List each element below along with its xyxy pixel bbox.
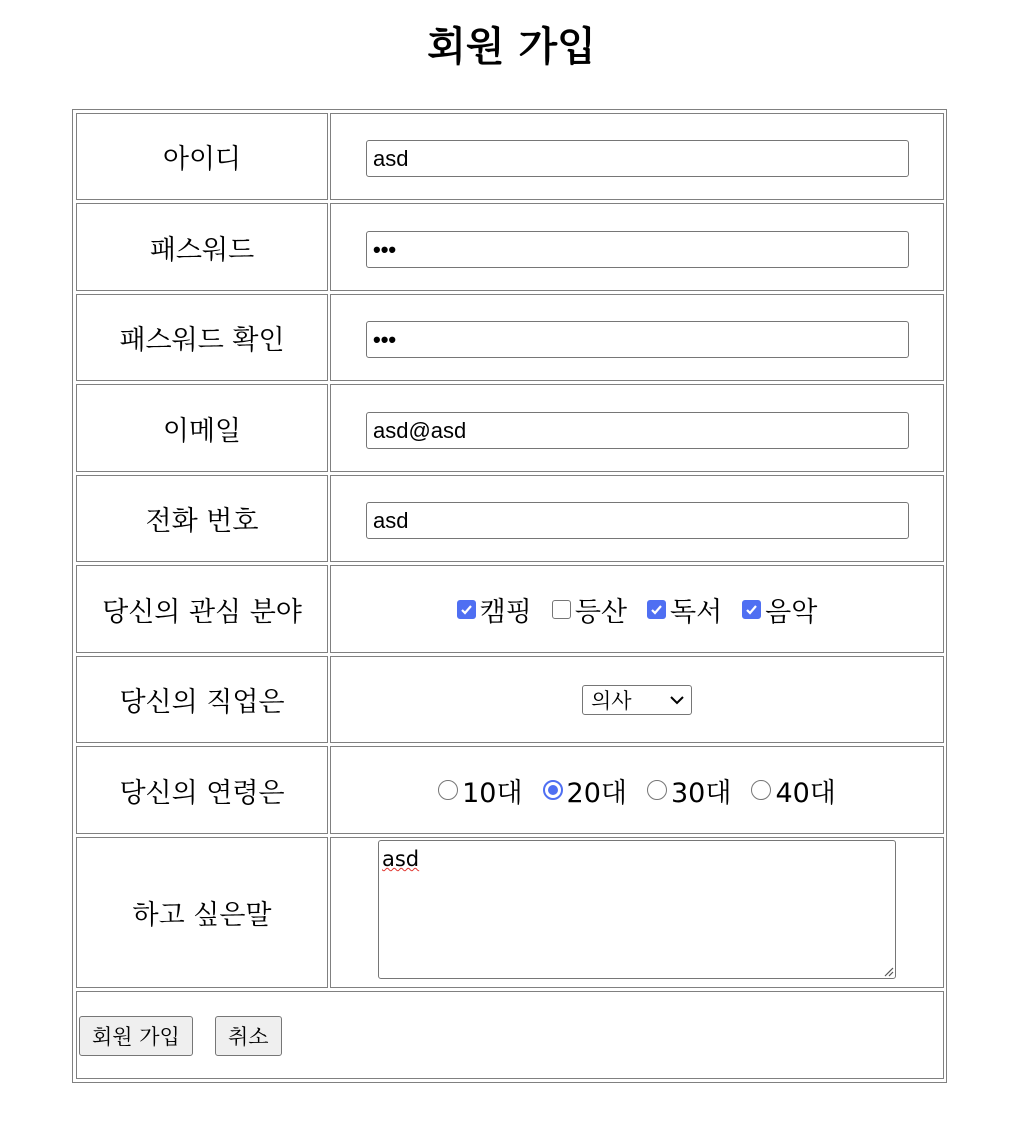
email-input[interactable]	[366, 412, 909, 449]
message-text: asd	[382, 847, 420, 871]
interest-option-reading[interactable]	[647, 590, 722, 629]
password-label: 패스워드	[76, 203, 328, 291]
submit-button[interactable]: 회원 가입	[79, 1016, 193, 1056]
password-cell	[330, 203, 944, 291]
age-label-20s: 20대	[566, 777, 627, 809]
age-radio-10s[interactable]	[438, 780, 458, 800]
id-input[interactable]	[366, 140, 909, 177]
age-radio-30s[interactable]	[647, 780, 667, 800]
job-label: 당신의 직업은	[76, 656, 328, 743]
email-cell	[330, 384, 944, 472]
phone-cell	[330, 475, 944, 562]
age-label-10s: 10대	[462, 777, 523, 809]
interest-label-music: 음악	[765, 596, 818, 628]
age-option-40s[interactable]	[751, 771, 835, 810]
cancel-button[interactable]: 취소	[215, 1016, 282, 1056]
age-label-30s: 30대	[671, 777, 732, 809]
phone-label: 전화 번호	[76, 475, 328, 562]
interest-checkbox-camping[interactable]	[457, 600, 476, 619]
job-select[interactable]	[582, 685, 692, 715]
id-cell	[330, 113, 944, 200]
check-icon	[650, 603, 663, 616]
interest-option-hiking[interactable]	[552, 590, 627, 629]
age-radio-40s[interactable]	[751, 780, 771, 800]
id-label: 아이디	[76, 113, 328, 200]
interest-label-reading: 독서	[670, 596, 723, 628]
check-icon	[745, 603, 758, 616]
age-option-30s[interactable]	[647, 771, 731, 810]
interest-checkbox-music[interactable]	[742, 600, 761, 619]
interests-cell	[330, 565, 944, 653]
password-input[interactable]	[366, 231, 909, 268]
age-cell	[330, 746, 944, 834]
password-confirm-cell	[330, 294, 944, 381]
message-textarea[interactable]	[378, 840, 896, 979]
age-radio-20s[interactable]	[543, 780, 563, 800]
job-selected-value: 의사	[591, 688, 632, 713]
password-confirm-label: 패스워드 확인	[76, 294, 328, 381]
job-cell	[330, 656, 944, 743]
age-label-40s: 40대	[775, 777, 836, 809]
interest-label-hiking: 등산	[574, 596, 627, 628]
age-option-10s[interactable]	[438, 771, 522, 810]
email-label: 이메일	[76, 384, 328, 472]
interest-checkbox-hiking[interactable]	[552, 600, 571, 619]
message-cell	[330, 837, 944, 988]
chevron-down-icon	[669, 695, 685, 705]
interests-label: 당신의 관심 분야	[76, 565, 328, 653]
age-label: 당신의 연령은	[76, 746, 328, 834]
interest-option-camping[interactable]	[457, 590, 532, 629]
check-icon	[460, 603, 473, 616]
age-option-20s[interactable]	[543, 771, 627, 810]
interest-option-music[interactable]	[742, 590, 817, 629]
resize-grip-icon[interactable]	[882, 965, 894, 977]
page-title: 회원 가입	[427, 24, 596, 70]
interest-checkbox-reading[interactable]	[647, 600, 666, 619]
buttons-cell	[76, 991, 944, 1079]
phone-input[interactable]	[366, 502, 909, 539]
interest-label-camping: 캠핑	[479, 596, 532, 628]
password-confirm-input[interactable]	[366, 321, 909, 358]
message-label: 하고 싶은말	[76, 837, 328, 988]
